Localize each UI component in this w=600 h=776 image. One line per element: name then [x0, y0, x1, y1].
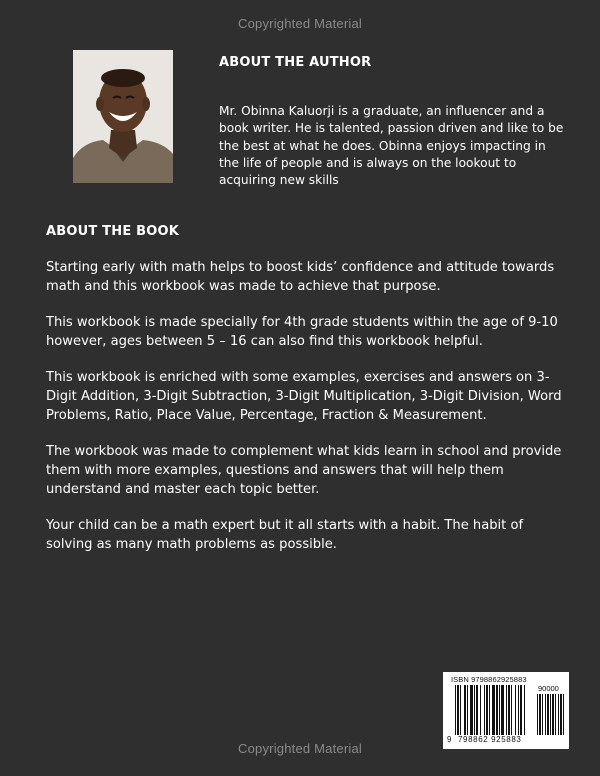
book-paragraph: Starting early with math helps to boost kids’ confidence and attitude towards math and this workbook was made to achieve that purpose.	[46, 260, 555, 294]
price-code: 90000	[538, 684, 559, 693]
isbn-barcode	[443, 672, 569, 749]
watermark-bottom: Copyrighted Material	[238, 741, 362, 756]
isbn-label: ISBN 9798862925883	[451, 675, 527, 684]
book-paragraph: This workbook is made specially for 4th grade students within the age of 9-10 however, ages between 5 – 16 can also find this workbook helpful.	[46, 315, 558, 349]
author-photo	[73, 50, 173, 183]
barcode-lead-digit: 9	[447, 735, 452, 744]
book-paragraph: The workbook was made to complement what kids learn in school and provide them with more examples, questions and answers that will help them understand and master each topic better.	[46, 444, 562, 497]
watermark-top: Copyrighted Material	[238, 16, 362, 31]
book-paragraph: Your child can be a math expert but it all starts with a habit. The habit of solving as many math problems as possible.	[46, 518, 524, 552]
barcode-digits: 798862 925883	[458, 735, 522, 744]
book-paragraph: This workbook is enriched with some examples, exercises and answers on 3-Digit Addition, 3-Digit Subtraction, 3-Digit Multiplication, 3-Digit Division, Word Problems, Ratio, Place Value, Percentage, Fraction & Measurement.	[46, 370, 562, 423]
author-heading: ABOUT THE AUTHOR	[219, 55, 372, 70]
author-bio: Mr. Obinna Kaluorji is a graduate, an influencer and a book writer. He is talented, passion driven and like to be the best at what he does. Obinna enjoys impacting in the life of people and is always on the lookout to acquiring new skills	[219, 104, 564, 188]
book-heading: ABOUT THE BOOK	[46, 224, 180, 239]
book-description	[46, 258, 566, 571]
